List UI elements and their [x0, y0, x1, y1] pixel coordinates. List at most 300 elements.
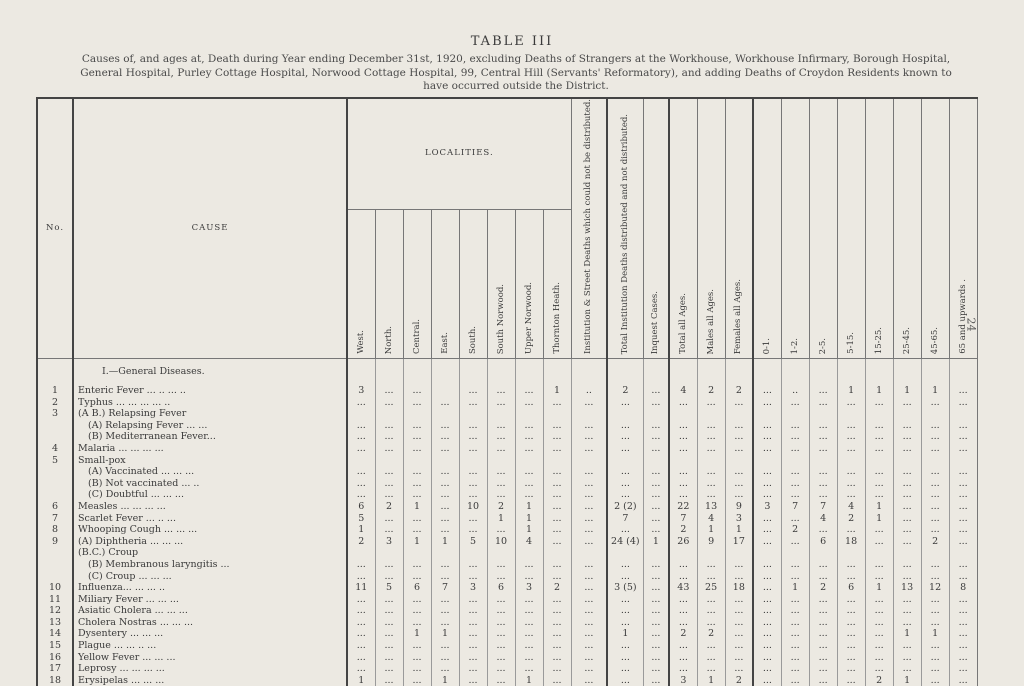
value-cell: ... [403, 571, 431, 583]
value-cell: 6 [403, 582, 431, 594]
value-cell: ... [809, 571, 837, 583]
value-cell: ... [347, 559, 375, 571]
value-cell: ... [669, 420, 697, 432]
value-cell: ... [375, 489, 403, 501]
value-cell [949, 547, 977, 559]
value-cell [865, 408, 893, 420]
value-cell [837, 408, 865, 420]
value-cell [459, 408, 487, 420]
value-cell: ... [487, 628, 515, 640]
value-cell: 6 [487, 582, 515, 594]
value-cell: ... [431, 652, 459, 664]
value-cell: ... [753, 594, 781, 606]
value-cell: 2 [487, 501, 515, 513]
value-cell: 1 [865, 513, 893, 525]
value-cell: ... [403, 605, 431, 617]
value-cell: ... [431, 617, 459, 629]
value-cell: ... [403, 466, 431, 478]
value-cell: ... [809, 489, 837, 501]
value-cell: ... [643, 513, 669, 525]
value-cell: ... [347, 478, 375, 490]
value-cell: 18 [725, 582, 753, 594]
table-row [37, 431, 977, 443]
value-cell: ... [669, 663, 697, 675]
cause-cell: (B.C.) Croup [73, 547, 347, 559]
value-cell: ... [893, 397, 921, 409]
value-cell: ... [865, 559, 893, 571]
value-cell: ... [515, 385, 543, 397]
value-cell: ... [781, 431, 809, 443]
col-header-inst-street: Institution & Street Deaths which could not be distributed. [571, 98, 607, 359]
value-cell: ... [697, 420, 725, 432]
value-cell: ... [571, 431, 607, 443]
cause-cell: Erysipelas ... ... ... [73, 675, 347, 686]
row-number: 13 [37, 617, 73, 629]
value-cell: ... [459, 489, 487, 501]
value-cell: ... [669, 466, 697, 478]
value-cell: ... [865, 478, 893, 490]
value-cell: ... [543, 478, 571, 490]
value-cell: 24 (4) [607, 536, 643, 548]
col-header-upper-norwood: Upper Norwood. [515, 209, 543, 358]
value-cell: ... [571, 513, 607, 525]
value-cell: ... [487, 605, 515, 617]
value-cell: ... [403, 513, 431, 525]
value-cell: ... [697, 605, 725, 617]
value-cell: ... [347, 397, 375, 409]
value-cell: 1 [431, 675, 459, 686]
value-cell: ... [725, 617, 753, 629]
col-header-age-5-15: 5-15. [837, 98, 865, 359]
value-cell: ... [375, 431, 403, 443]
value-cell: ... [515, 489, 543, 501]
value-cell: ... [781, 536, 809, 548]
table-row [37, 547, 977, 559]
value-cell: ... [865, 640, 893, 652]
value-cell: ... [487, 385, 515, 397]
row-number [37, 431, 73, 443]
value-cell [487, 547, 515, 559]
value-cell: ... [431, 640, 459, 652]
col-header-inquest: Inquest Cases. [643, 98, 669, 359]
value-cell: ... [921, 501, 949, 513]
value-cell: ... [431, 443, 459, 455]
value-cell: ... [697, 663, 725, 675]
value-cell: ... [865, 489, 893, 501]
value-cell: ... [697, 571, 725, 583]
table-row [37, 652, 977, 664]
value-cell: ... [669, 594, 697, 606]
value-cell: 3 [669, 675, 697, 686]
value-cell: 3 [459, 582, 487, 594]
value-cell: ... [753, 397, 781, 409]
value-cell [697, 455, 725, 467]
col-header-central: Central. [403, 209, 431, 358]
value-cell: 1 [607, 628, 643, 640]
value-cell: ... [607, 640, 643, 652]
value-cell: 1 [837, 385, 865, 397]
value-cell: ... [543, 605, 571, 617]
value-cell: ... [607, 617, 643, 629]
value-cell: ... [543, 466, 571, 478]
value-cell: ... [543, 675, 571, 686]
table-row [37, 455, 977, 467]
value-cell: ... [809, 640, 837, 652]
value-cell: ... [753, 617, 781, 629]
value-cell: ... [921, 431, 949, 443]
col-header-age-25-45: 25-45. [893, 98, 921, 359]
value-cell: ... [949, 675, 977, 686]
value-cell: ... [515, 640, 543, 652]
value-cell: ... [837, 628, 865, 640]
value-cell: ... [893, 617, 921, 629]
value-cell: ... [515, 431, 543, 443]
value-cell: ... [459, 385, 487, 397]
value-cell: ... [375, 617, 403, 629]
cause-cell: Yellow Fever ... ... ... [73, 652, 347, 664]
value-cell: ... [837, 524, 865, 536]
value-cell: ... [697, 397, 725, 409]
value-cell [543, 547, 571, 559]
value-cell: ... [781, 652, 809, 664]
row-number: 18 [37, 675, 73, 686]
row-number: 17 [37, 663, 73, 675]
value-cell: ... [893, 501, 921, 513]
value-cell: ... [459, 594, 487, 606]
value-cell: ... [375, 652, 403, 664]
value-cell: ... [837, 594, 865, 606]
value-cell: ... [781, 640, 809, 652]
value-cell: ... [949, 617, 977, 629]
value-cell [865, 455, 893, 467]
value-cell: ... [487, 559, 515, 571]
value-cell: ... [921, 524, 949, 536]
value-cell: ... [459, 478, 487, 490]
value-cell: ... [893, 524, 921, 536]
value-cell: ... [643, 397, 669, 409]
value-cell: ... [607, 524, 643, 536]
value-cell: ... [865, 536, 893, 548]
value-cell: 3 [375, 536, 403, 548]
value-cell: ... [643, 501, 669, 513]
value-cell: ... [949, 652, 977, 664]
value-cell: ... [949, 628, 977, 640]
value-cell: ... [865, 524, 893, 536]
value-cell: ... [949, 640, 977, 652]
value-cell: .. [781, 385, 809, 397]
value-cell [347, 547, 375, 559]
value-cell: ... [347, 594, 375, 606]
value-cell: ... [893, 652, 921, 664]
value-cell: ... [375, 571, 403, 583]
cause-cell: (B) Membranous laryngitis ... [73, 559, 347, 571]
value-cell [921, 408, 949, 420]
row-number [37, 559, 73, 571]
value-cell [403, 408, 431, 420]
table-row [37, 617, 977, 629]
value-cell: 2 [725, 675, 753, 686]
row-number: 16 [37, 652, 73, 664]
value-cell: ... [543, 524, 571, 536]
value-cell: ... [697, 478, 725, 490]
value-cell: 2 [781, 524, 809, 536]
value-cell: 13 [893, 582, 921, 594]
cause-cell: (B) Mediterranean Fever... [73, 431, 347, 443]
col-header-north: North. [375, 209, 403, 358]
value-cell: ... [375, 628, 403, 640]
value-cell: 3 [515, 582, 543, 594]
value-cell: ... [669, 489, 697, 501]
cause-cell: Cholera Nostras ... ... ... [73, 617, 347, 629]
value-cell: ... [837, 443, 865, 455]
value-cell: ... [809, 524, 837, 536]
value-cell: ... [669, 397, 697, 409]
value-cell [515, 547, 543, 559]
value-cell: ... [809, 431, 837, 443]
value-cell: ... [697, 431, 725, 443]
value-cell [571, 547, 607, 559]
value-cell: ... [697, 466, 725, 478]
value-cell: ... [865, 605, 893, 617]
value-cell: 3 [753, 501, 781, 513]
value-cell: ... [725, 640, 753, 652]
value-cell: ... [571, 628, 607, 640]
value-cell: ... [515, 559, 543, 571]
value-cell: ... [865, 571, 893, 583]
row-number: 2 [37, 397, 73, 409]
value-cell: ... [515, 466, 543, 478]
value-cell: ... [753, 663, 781, 675]
value-cell: ... [809, 443, 837, 455]
value-cell: ... [921, 397, 949, 409]
value-cell: ... [543, 652, 571, 664]
value-cell: ... [921, 478, 949, 490]
value-cell: ... [893, 571, 921, 583]
value-cell: ... [753, 524, 781, 536]
value-cell: ... [921, 594, 949, 606]
value-cell: ... [949, 594, 977, 606]
value-cell: ... [809, 385, 837, 397]
value-cell: ... [487, 489, 515, 501]
value-cell: ... [403, 420, 431, 432]
value-cell: ... [487, 640, 515, 652]
value-cell: ... [893, 420, 921, 432]
value-cell: ... [607, 663, 643, 675]
value-cell: ... [643, 466, 669, 478]
value-cell: ... [643, 582, 669, 594]
value-cell: ... [865, 431, 893, 443]
value-cell: ... [921, 663, 949, 675]
value-cell [431, 547, 459, 559]
value-cell: ... [753, 652, 781, 664]
value-cell: ... [571, 559, 607, 571]
value-cell: ... [725, 397, 753, 409]
value-cell: 12 [921, 582, 949, 594]
value-cell: ... [403, 478, 431, 490]
value-cell: ... [375, 663, 403, 675]
value-cell [347, 408, 375, 420]
value-cell: ... [515, 605, 543, 617]
value-cell: 3 [725, 513, 753, 525]
value-cell: ... [669, 605, 697, 617]
value-cell: ... [837, 466, 865, 478]
row-number: 12 [37, 605, 73, 617]
value-cell: ... [753, 466, 781, 478]
value-cell [431, 408, 459, 420]
cause-cell: Leprosy ... ... ... ... [73, 663, 347, 675]
value-cell: ... [459, 640, 487, 652]
value-cell: 1 [865, 385, 893, 397]
value-cell: ... [643, 489, 669, 501]
value-cell: ... [375, 524, 403, 536]
value-cell: ... [781, 420, 809, 432]
cause-cell: (A B.) Relapsing Fever [73, 408, 347, 420]
value-cell: ... [459, 466, 487, 478]
row-number: 7 [37, 513, 73, 525]
value-cell: ... [921, 489, 949, 501]
col-header-west: West. [347, 209, 375, 358]
cause-cell: Whooping Cough ... ... ... [73, 524, 347, 536]
value-cell: ... [571, 397, 607, 409]
value-cell: 2 [725, 385, 753, 397]
value-cell: ... [403, 559, 431, 571]
value-cell [607, 408, 643, 420]
value-cell: ... [893, 594, 921, 606]
value-cell: ... [893, 466, 921, 478]
value-cell: ... [643, 617, 669, 629]
value-cell [837, 455, 865, 467]
value-cell: ... [753, 431, 781, 443]
value-cell [643, 455, 669, 467]
row-number: 6 [37, 501, 73, 513]
value-cell: ... [515, 571, 543, 583]
value-cell: ... [487, 675, 515, 686]
value-cell: ... [347, 605, 375, 617]
value-cell: ... [781, 663, 809, 675]
value-cell [459, 455, 487, 467]
value-cell: 6 [809, 536, 837, 548]
value-cell: ... [543, 501, 571, 513]
value-cell [607, 547, 643, 559]
col-header-females: Females all Ages. [725, 98, 753, 359]
value-cell: ... [347, 489, 375, 501]
value-cell: ... [753, 385, 781, 397]
value-cell: 2 [543, 582, 571, 594]
value-cell: 22 [669, 501, 697, 513]
value-cell [809, 547, 837, 559]
table-row [37, 420, 977, 432]
value-cell [893, 455, 921, 467]
value-cell: ... [949, 443, 977, 455]
value-cell: ... [347, 466, 375, 478]
value-cell: ... [403, 489, 431, 501]
value-cell [487, 408, 515, 420]
value-cell: ... [607, 397, 643, 409]
value-cell: ... [753, 571, 781, 583]
col-header-total-inst: Total Institution Deaths distributed and not distributed. [607, 98, 643, 359]
value-cell: ... [725, 431, 753, 443]
value-cell: ... [949, 431, 977, 443]
value-cell: ... [669, 571, 697, 583]
value-cell: 7 [607, 513, 643, 525]
cause-cell: (A) Vaccinated ... ... ... [73, 466, 347, 478]
value-cell: ... [403, 385, 431, 397]
value-cell [487, 455, 515, 467]
value-cell: ... [571, 571, 607, 583]
value-cell: ... [487, 431, 515, 443]
value-cell: ... [837, 640, 865, 652]
value-cell: ... [697, 559, 725, 571]
value-cell: ... [781, 628, 809, 640]
col-header-age-65-up: 65 and upwards . [949, 98, 977, 359]
value-cell: ... [893, 513, 921, 525]
value-cell: ... [607, 420, 643, 432]
table-row [37, 478, 977, 490]
value-cell: ... [865, 652, 893, 664]
value-cell [543, 408, 571, 420]
value-cell: ... [893, 663, 921, 675]
value-cell: 1 [697, 524, 725, 536]
value-cell: 1 [697, 675, 725, 686]
row-number [37, 571, 73, 583]
value-cell: ... [375, 443, 403, 455]
value-cell: .. [571, 385, 607, 397]
value-cell: ... [543, 489, 571, 501]
value-cell: ... [487, 524, 515, 536]
value-cell: ... [571, 582, 607, 594]
section-row [37, 359, 977, 386]
value-cell: ... [837, 478, 865, 490]
value-cell: 1 [347, 675, 375, 686]
value-cell: ... [543, 397, 571, 409]
value-cell: ... [571, 420, 607, 432]
value-cell: ... [809, 397, 837, 409]
value-cell: ... [893, 559, 921, 571]
value-cell: ... [347, 420, 375, 432]
value-cell: ... [781, 489, 809, 501]
row-number: 8 [37, 524, 73, 536]
table-row [37, 466, 977, 478]
value-cell: ... [543, 536, 571, 548]
cause-cell: Asiatic Cholera ... ... ... [73, 605, 347, 617]
value-cell: ... [949, 385, 977, 397]
value-cell: ... [403, 524, 431, 536]
value-cell: 1 [921, 385, 949, 397]
value-cell: ... [893, 431, 921, 443]
row-number [37, 478, 73, 490]
value-cell: 1 [865, 582, 893, 594]
value-cell: ... [643, 652, 669, 664]
value-cell: ... [515, 652, 543, 664]
value-cell: ... [809, 675, 837, 686]
value-cell: ... [669, 431, 697, 443]
value-cell: ... [669, 652, 697, 664]
value-cell: ... [781, 397, 809, 409]
value-cell: ... [949, 420, 977, 432]
value-cell: ... [571, 617, 607, 629]
value-cell: ... [837, 675, 865, 686]
value-cell: ... [543, 431, 571, 443]
value-cell: ... [487, 478, 515, 490]
value-cell: ... [809, 617, 837, 629]
value-cell: 1 [865, 501, 893, 513]
value-cell: ... [753, 582, 781, 594]
cause-cell: Miliary Fever ... ... ... [73, 594, 347, 606]
value-cell: ... [643, 559, 669, 571]
value-cell: ... [403, 640, 431, 652]
row-number: 11 [37, 594, 73, 606]
value-cell [949, 455, 977, 467]
